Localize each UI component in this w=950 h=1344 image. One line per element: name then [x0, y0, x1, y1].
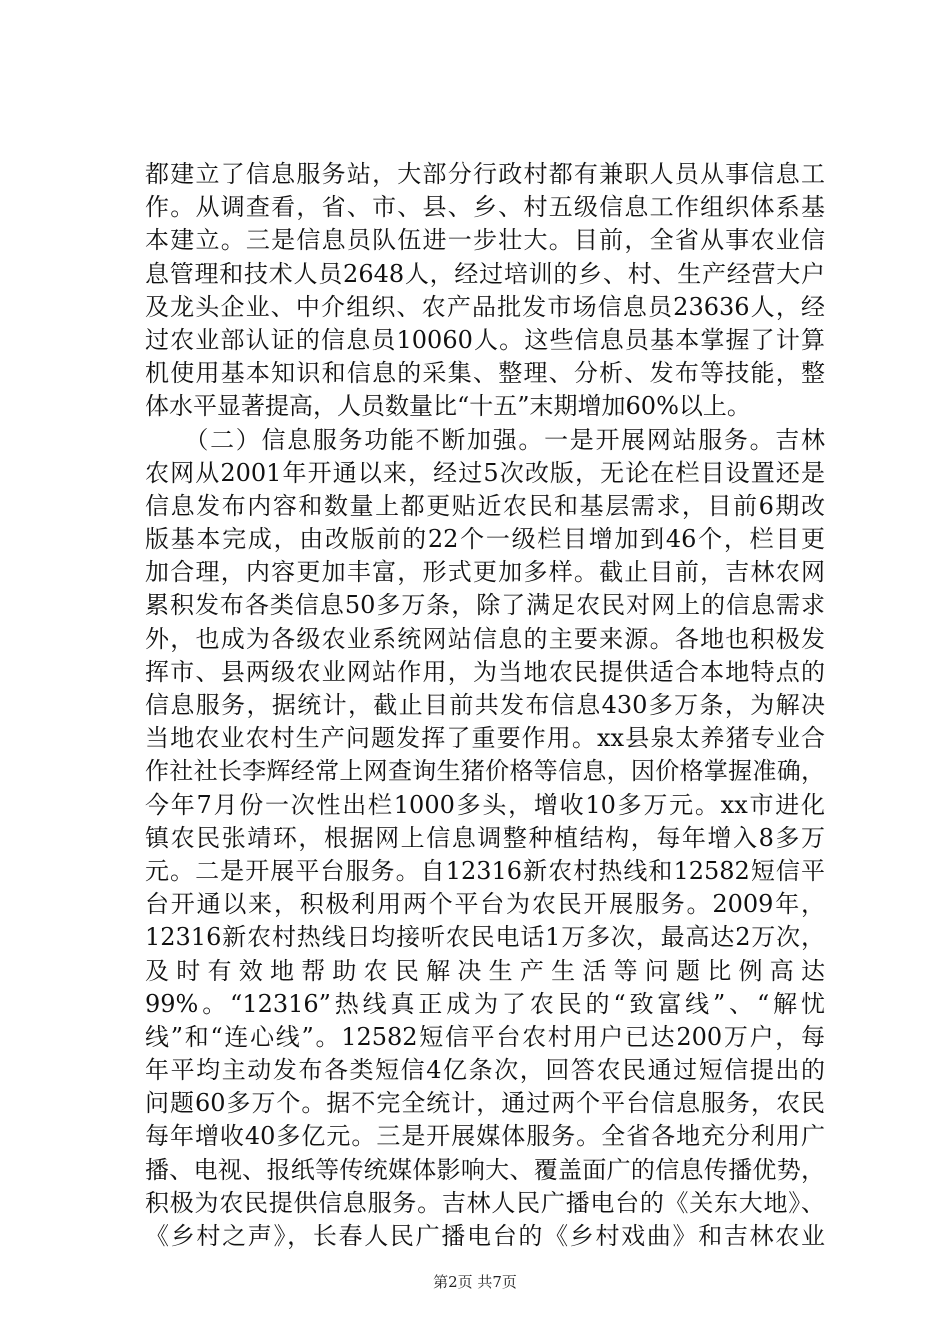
text-line: 本建立。三是信息员队伍进一步壮大。目前，全省从事农业信 [145, 226, 825, 255]
text-line: 元。二是开展平台服务。自12316新农村热线和12582短信平 [145, 856, 825, 885]
text-line: 版基本完成，由改版前的22个一级栏目增加到46个，栏目更 [145, 525, 825, 554]
text-line: 及龙头企业、中介组织、农产品批发市场信息员23636人，经 [145, 292, 825, 321]
text-line: 都建立了信息服务站，大部分行政村都有兼职人员从事信息工 [145, 160, 825, 188]
text-line: 加合理，内容更加丰富，形式更加多样。截止目前，吉林农网 [145, 558, 825, 587]
text-line: 每年增收40多亿元。三是开展媒体服务。全省各地充分利用广 [145, 1122, 825, 1151]
text-line: 《乡村之声》，长春人民广播电台的《乡村戏曲》和吉林农业 [145, 1222, 825, 1250]
text-line: 息管理和技术人员2648人，经过培训的乡、村、生产经营大户 [145, 259, 825, 288]
text-line: 信息发布内容和数量上都更贴近农民和基层需求，目前6期改 [145, 491, 825, 520]
text-line: 外，也成为各级农业系统网站信息的主要来源。各地也积极发 [145, 624, 825, 653]
text-line: 挥市、县两级农业网站作用，为当地农民提供适合本地特点的 [145, 657, 825, 686]
text-line: 今年7月份一次性出栏1000多头，增收10多万元。xx市进化 [145, 790, 825, 819]
page-footer: 第2页 共7页 [433, 1273, 517, 1291]
text-line: 体水平显著提高，人员数量比“十五”末期增加60%以上。 [145, 392, 751, 421]
text-line: 年平均主动发布各类短信4亿条次，回答农民通过短信提出的 [145, 1056, 825, 1085]
text-line: 12316新农村热线日均接听农民电话1万多次，最高达2万次， [145, 923, 825, 952]
text-line: 线”和“连心线”。12582短信平台农村用户已达200万户，每 [145, 1022, 825, 1051]
text-line: 台开通以来，积极利用两个平台为农民开展服务。2009年， [145, 890, 825, 919]
text-line: 机使用基本知识和信息的采集、整理、分析、发布等技能，整 [145, 359, 825, 388]
text-line: 积极为农民提供信息服务。吉林人民广播电台的《关东大地》、 [145, 1188, 825, 1217]
text-line: 问题60多万个。据不完全统计，通过两个平台信息服务，农民 [145, 1089, 825, 1118]
text-line: 播、电视、报纸等传统媒体影响大、覆盖面广的信息传播优势， [145, 1155, 825, 1184]
text-line: 99%。“12316”热线真正成为了农民的“致富线”、“解忧 [145, 989, 825, 1018]
text-line: 及时有效地帮助农民解决生产生活等问题比例高达 [145, 956, 825, 985]
text-line: 累积发布各类信息50多万条，除了满足农民对网上的信息需求 [145, 591, 825, 620]
text-line: 作社社长李辉经常上网查询生猪价格等信息，因价格掌握准确， [145, 757, 825, 786]
text-line: 农网从2001年开通以来，经过5次改版，无论在栏目设置还是 [145, 458, 825, 487]
body-text [145, 158, 825, 1253]
text-line: 镇农民张靖环，根据网上信息调整种植结构，每年增入8多万 [145, 823, 825, 852]
text-line: 过农业部认证的信息员10060人。这些信息员基本掌握了计算 [145, 325, 825, 354]
text-line: （二）信息服务功能不断加强。一是开展网站服务。吉林 [145, 425, 825, 454]
text-line: 作。从调查看，省、市、县、乡、村五级信息工作组织体系基 [145, 193, 825, 222]
text-line: 信息服务，据统计，截止目前共发布信息430多万条，为解决 [145, 691, 825, 719]
text-line: 当地农业农村生产问题发挥了重要作用。xx县泉太养猪专业合 [145, 724, 825, 753]
